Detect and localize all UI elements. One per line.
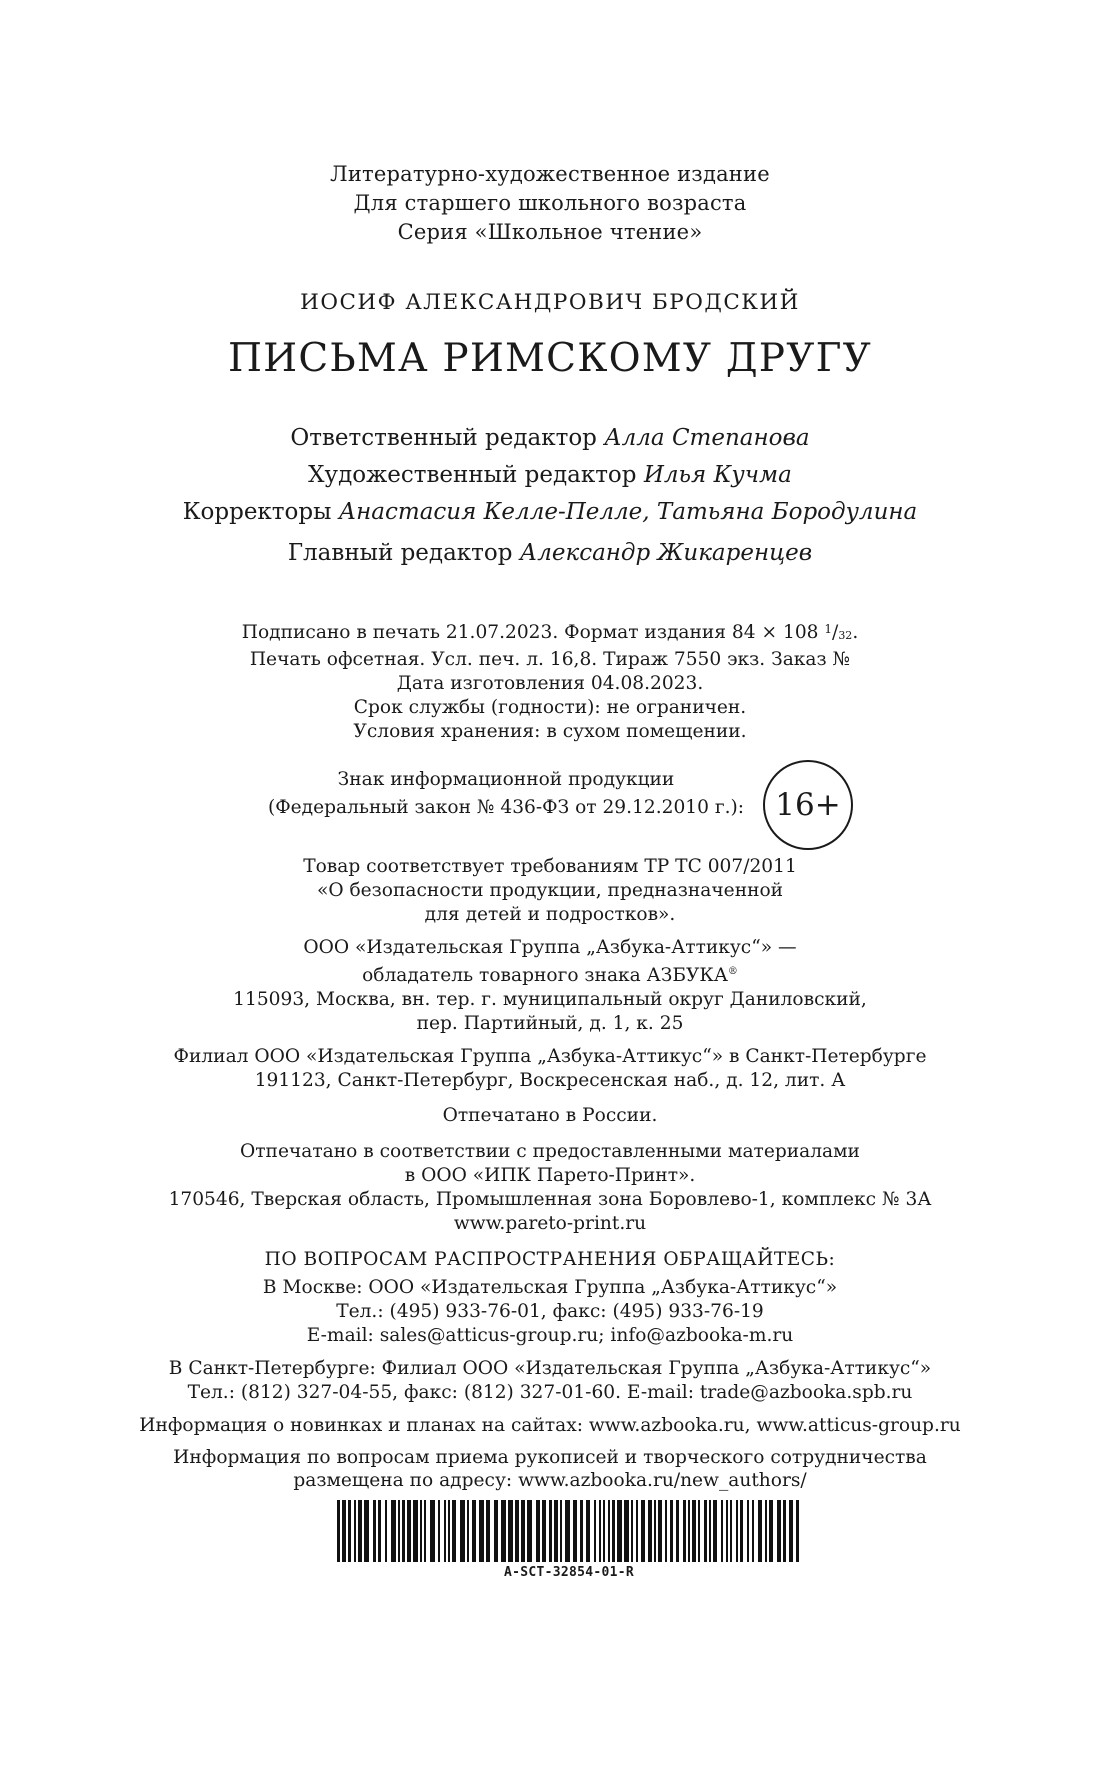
barcode-bar — [494, 1500, 498, 1562]
barcode-bar — [337, 1500, 340, 1562]
edition-series: Серия «Школьное чтение» — [397, 220, 703, 244]
new-authors-link[interactable]: размещена по адресу: www.azbooka.ru/new_authors/ — [293, 1470, 807, 1491]
barcode-bar — [783, 1500, 786, 1562]
barcode-bar — [752, 1500, 754, 1562]
chief-editor — [0, 535, 1100, 572]
printed-in: Отпечатано в России. — [442, 1105, 658, 1126]
credit-person: Илья Кучма — [643, 462, 792, 488]
barcode-bar — [612, 1500, 615, 1562]
barcode-bar — [438, 1500, 440, 1562]
barcode-bar — [398, 1500, 400, 1562]
barcode-bar — [508, 1500, 513, 1562]
barcode-bar — [736, 1500, 738, 1562]
credit-role: Художественный редактор — [308, 462, 637, 488]
barcode-bar — [747, 1500, 749, 1562]
manuscripts-info: Информация по вопросам приема рукописей и творческого сотрудничества размещена по адресу: www.azbooka.ru/new_authors/ — [0, 1446, 1100, 1492]
made-date: Дата изготовления 04.08.2023. — [396, 673, 704, 694]
federal-law: (Федеральный закон № 436-ФЗ от 29.12.2010 г.): — [267, 797, 745, 818]
barcode-bar — [670, 1500, 673, 1562]
barcode-bar — [342, 1500, 346, 1562]
barcode-bar — [713, 1500, 717, 1562]
barcode-bar — [479, 1500, 484, 1562]
branch-info: Филиал ООО «Издательская Группа „Азбука-Аттикус“» в Санкт-Петербурге 191123, Санкт-Петербург, Воскресенская наб., д. 12, лит. А — [173, 1046, 927, 1091]
distribution-heading: ПО ВОПРОСАМ РАСПРОСТРАНЕНИЯ ОБРАЩАЙТЕСЬ: — [264, 1249, 836, 1270]
age-rating-text — [256, 766, 756, 822]
credit-person: Анастасия Келле-Пелле, Татьяна Бородулина — [338, 499, 918, 525]
barcode-bar — [444, 1500, 446, 1562]
chief-editor-role: Главный редактор — [287, 540, 513, 566]
age-rating-block — [0, 760, 1100, 850]
print-details — [0, 617, 1100, 744]
barcode-bar — [549, 1500, 552, 1562]
sites-info[interactable]: Информация о новинках и планах на сайтах: www.azbooka.ru, www.atticus-group.ru — [139, 1415, 961, 1436]
credit-line — [0, 494, 1100, 531]
moscow-email[interactable]: E-mail: sales@atticus-group.ru; info@azbooka-m.ru — [306, 1325, 794, 1346]
barcode-bar — [599, 1500, 601, 1562]
barcode-bar — [758, 1500, 762, 1562]
info-product-mark: Знак информационной продукции — [337, 769, 675, 790]
barcode-bar — [789, 1500, 793, 1562]
barcode-bar — [665, 1500, 667, 1562]
printer-website[interactable]: www.pareto-print.ru — [453, 1213, 647, 1234]
barcode-bar — [521, 1500, 525, 1562]
barcode-bar — [378, 1500, 381, 1562]
barcode-bar — [413, 1500, 418, 1562]
barcode-bar — [594, 1500, 596, 1562]
credits — [0, 420, 1100, 531]
barcode-bar — [486, 1500, 490, 1562]
barcode-bar — [603, 1500, 605, 1562]
barcode-bar — [364, 1500, 369, 1562]
barcode-bar — [536, 1500, 540, 1562]
storage-conditions: Условия хранения: в сухом помещении. — [353, 721, 747, 742]
credit-person: Алла Степанова — [604, 425, 810, 451]
distribution-moscow: В Москве: ООО «Издательская Группа „Азбука-Аттикус“» Тел.: (495) 933-76-01, факс: (495) 933-76-19 E-mail: sales@atticus-group.ru; info@azbooka-m.ru — [0, 1276, 1100, 1348]
barcode-bar — [424, 1500, 426, 1562]
barcode-bar — [560, 1500, 562, 1562]
credit-role: Ответственный редактор — [290, 425, 597, 451]
publisher-info: ООО «Издательская Группа „Азбука-Аттикус“» — обладатель товарного знака АЗБУКА® 115093, Москва, вн. тер. г. муниципальный округ Даниловский, пер. Партийный, д. 1, к. 25 — [233, 937, 867, 1034]
barcode-bar — [692, 1500, 696, 1562]
barcode-bar — [467, 1500, 469, 1562]
barcode-bar — [658, 1500, 662, 1562]
barcode-bar — [554, 1500, 558, 1562]
barcode-bar — [631, 1500, 633, 1562]
book-title: ПИСЬМА РИМСКОМУ ДРУГУ — [227, 336, 873, 381]
barcode-bar — [527, 1500, 532, 1562]
barcode-bar — [385, 1500, 387, 1562]
barcode-bar — [704, 1500, 707, 1562]
barcode-bar — [624, 1500, 629, 1562]
barcode-bar — [573, 1500, 577, 1562]
format-fraction-numerator: 1 — [824, 622, 833, 636]
barcode-bar — [565, 1500, 570, 1562]
shelf-life: Срок службы (годности): не ограничен. — [353, 697, 747, 718]
barcode-bar — [740, 1500, 743, 1562]
barcode-bar — [769, 1500, 773, 1562]
barcode-bar — [373, 1500, 376, 1562]
barcode-bar — [777, 1500, 781, 1562]
barcode-bar — [617, 1500, 622, 1562]
barcode-bar — [698, 1500, 700, 1562]
format-fraction-denominator: 32 — [838, 629, 853, 642]
credit-line — [0, 457, 1100, 494]
barcode-bar — [542, 1500, 546, 1562]
author-name: ИОСИФ АЛЕКСАНДРОВИЧ БРОДСКИЙ — [300, 290, 800, 315]
edition-header — [0, 160, 1100, 247]
barcode-bar — [608, 1500, 610, 1562]
barcode-bar — [683, 1500, 686, 1562]
barcode-bar — [730, 1500, 732, 1562]
barcode-bar — [721, 1500, 723, 1562]
distribution-spb: В Санкт-Петербурге: Филиал ООО «Издательская Группа „Азбука-Аттикус“» Тел.: (812) 327-04-55, факс: (812) 327-01-60. E-mail: trade@azbooka.spb.ru — [0, 1357, 1100, 1405]
barcode-bar — [402, 1500, 405, 1562]
chief-editor-person: Александр Жикаренцев — [519, 540, 813, 566]
printer-info: Отпечатано в соответствии с предоставленными материалами в ООО «ИПК Парето-Принт». 170546, Тверская область, Промышленная зона Боровлево-1, комплекс № 3А www.pareto-print.ru — [0, 1140, 1100, 1236]
signed-line: Подписано в печать 21.07.2023. Формат издания 84 × 108 $^1$/32. — [241, 622, 859, 643]
print-line: Печать офсетная. Усл. печ. л. 16,8. Тираж 7550 экз. Заказ № — [249, 649, 851, 670]
barcode-bar — [648, 1500, 652, 1562]
barcode-code: A-SCT-32854-01-R — [503, 1565, 635, 1580]
barcode-bar — [654, 1500, 656, 1562]
barcode-bar — [765, 1500, 767, 1562]
barcode-bar — [452, 1500, 456, 1562]
barcode-bar — [407, 1500, 411, 1562]
barcode-bar — [586, 1500, 590, 1562]
credit-role: Корректоры — [182, 499, 332, 525]
barcode-bar — [391, 1500, 396, 1562]
credit-line — [0, 420, 1100, 457]
barcode-bar — [348, 1500, 351, 1562]
barcode-bar — [354, 1500, 356, 1562]
barcode-bar — [688, 1500, 690, 1562]
barcode-bar — [420, 1500, 422, 1562]
edition-age: Для старшего школьного возраста — [353, 191, 747, 215]
barcode-bar — [501, 1500, 506, 1562]
barcode-bar — [796, 1500, 799, 1562]
barcode-bar — [358, 1500, 362, 1562]
barcode-bar — [726, 1500, 728, 1562]
barcode-bar — [636, 1500, 638, 1562]
registered-mark: ® — [727, 966, 738, 977]
barcode-bar — [580, 1500, 583, 1562]
age-rating-badge — [763, 760, 853, 850]
edition-type: Литературно-художественное издание — [330, 162, 770, 186]
barcode-bar — [472, 1500, 476, 1562]
barcode-bar — [515, 1500, 519, 1562]
barcode-bar — [430, 1500, 435, 1562]
spb-contacts[interactable]: Тел.: (812) 327-04-55, факс: (812) 327-01-60. E-mail: trade@azbooka.spb.ru — [187, 1382, 913, 1403]
barcode-graphic — [337, 1500, 801, 1562]
barcode-bar — [641, 1500, 645, 1562]
barcode-bar — [676, 1500, 679, 1562]
barcode-bar — [448, 1500, 450, 1562]
age-rating-value: 16+ — [775, 787, 841, 823]
barcode-bar — [460, 1500, 465, 1562]
conformity-statement: Товар соответствует требованиям ТР ТС 007/2011 «О безопасности продукции, предназначенной для детей и подростков». — [303, 856, 797, 925]
barcode-bar — [709, 1500, 711, 1562]
